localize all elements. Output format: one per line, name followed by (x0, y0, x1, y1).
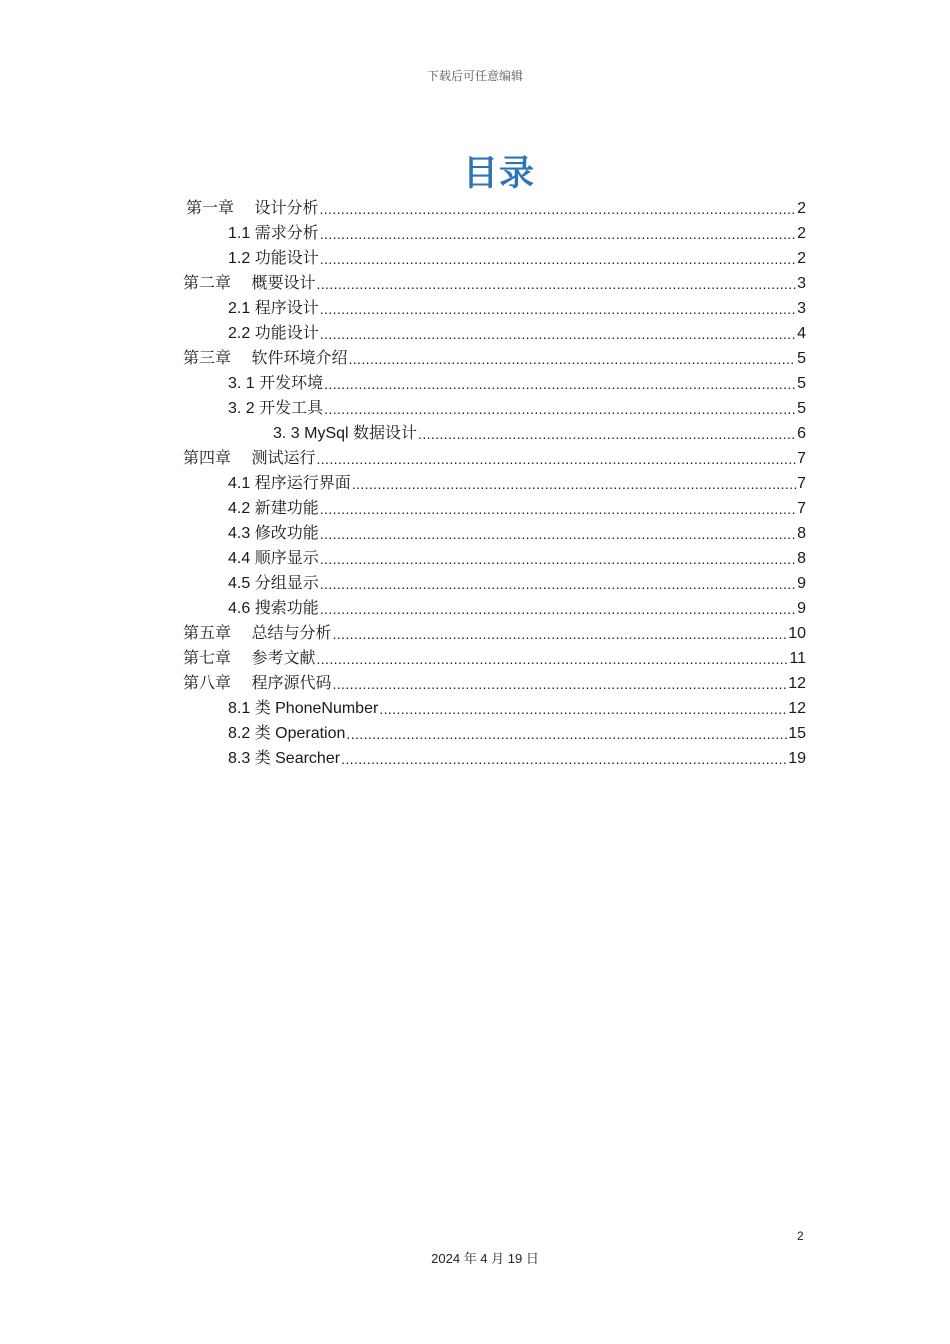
toc-entry[interactable] (183, 348, 806, 370)
toc-entry[interactable] (183, 273, 806, 295)
toc-leader (320, 323, 796, 345)
toc-entry[interactable] (183, 623, 806, 645)
toc-entry-page: 11 (789, 650, 806, 667)
toc-leader (320, 598, 796, 620)
toc-entry[interactable] (228, 498, 806, 520)
toc-entry-page: 3 (797, 275, 806, 292)
toc-entry-label: 第五章 总结与分析 (183, 625, 332, 642)
toc-entry-page: 9 (797, 600, 806, 617)
toc-leader (348, 348, 796, 370)
toc-entry[interactable] (228, 298, 806, 320)
toc-entry-label: 4.1 程序运行界面 (228, 475, 351, 492)
toc-entry-page: 12 (788, 700, 806, 717)
toc-entry-label: 4.6 搜索功能 (228, 600, 319, 617)
toc-leader (316, 273, 796, 295)
toc-entry[interactable] (228, 598, 806, 620)
toc-entry-label: 1.2 功能设计 (228, 250, 319, 267)
toc-leader (379, 698, 787, 720)
toc-entry[interactable] (228, 323, 806, 345)
toc-entry-page: 7 (797, 500, 806, 517)
toc-entry-page: 12 (788, 675, 806, 692)
toc-entry-label: 1.1 需求分析 (228, 225, 319, 242)
toc-entry-label: 第一章 设计分析 (186, 200, 319, 217)
toc-entry[interactable] (228, 523, 806, 545)
toc-leader (332, 623, 787, 645)
toc-entry[interactable] (228, 548, 806, 570)
toc-entry[interactable] (228, 723, 806, 745)
toc-leader (320, 573, 796, 595)
toc-entry[interactable] (228, 573, 806, 595)
toc-entry-label: 4.3 修改功能 (228, 525, 319, 542)
toc-entry-page: 5 (797, 375, 806, 392)
toc-entry-page: 7 (797, 475, 806, 492)
toc-entry[interactable] (228, 223, 806, 245)
toc-leader (316, 648, 788, 670)
toc-leader (418, 423, 796, 445)
header-note: 下载后可任意编辑 (426, 69, 523, 83)
toc-entry-label: 8.3 类 Searcher (228, 750, 341, 767)
toc-entry-page: 6 (797, 425, 806, 442)
toc-entry-label: 8.2 类 Operation (228, 725, 346, 742)
toc-leader (320, 523, 796, 545)
toc-entry[interactable] (183, 648, 806, 670)
toc-entry-label: 4.2 新建功能 (228, 500, 319, 517)
toc-entry-label: 2.1 程序设计 (228, 300, 319, 317)
toc-entry-page: 2 (797, 250, 806, 267)
toc-entry[interactable] (183, 448, 806, 470)
toc-entry-page: 15 (788, 725, 806, 742)
toc-entry-label: 第三章 软件环境介绍 (183, 350, 348, 367)
toc-entry-page: 2 (797, 225, 806, 242)
toc-leader (320, 298, 796, 320)
toc-leader (320, 223, 796, 245)
toc-entry[interactable] (228, 698, 806, 720)
toc-entry-label: 第四章 测试运行 (183, 450, 316, 467)
toc-entry-label: 3. 3 MySql 数据设计 (273, 425, 418, 442)
toc-entry-label: 8.1 类 PhoneNumber (228, 700, 379, 717)
toc-leader (319, 198, 796, 220)
toc-entry[interactable] (186, 198, 806, 220)
toc-leader (352, 473, 796, 495)
toc-entry-label: 4.4 顺序显示 (228, 550, 319, 567)
toc-leader (316, 448, 796, 470)
toc-entry-page: 10 (788, 625, 806, 642)
page-number: 2 (797, 1229, 804, 1243)
toc-entry-page: 5 (797, 350, 806, 367)
toc-leader (320, 248, 796, 270)
footer-date: 2024 年 4 月 19 日 (431, 1251, 539, 1266)
toc-entry-label: 3. 2 开发工具 (228, 400, 324, 417)
toc-leader (320, 548, 796, 570)
toc-entry-page: 8 (797, 550, 806, 567)
toc-leader (324, 398, 796, 420)
toc-entry-page: 9 (797, 575, 806, 592)
toc-entry-label: 第七章 参考文献 (183, 650, 316, 667)
toc-entry-label: 第二章 概要设计 (183, 275, 316, 292)
toc-entry-label: 第八章 程序源代码 (183, 675, 332, 692)
toc-entry[interactable] (228, 373, 806, 395)
toc-entry[interactable] (228, 398, 806, 420)
toc-title: 目录 (462, 154, 535, 194)
toc-leader (320, 498, 796, 520)
toc-leader (341, 748, 787, 770)
toc-entry-page: 8 (797, 525, 806, 542)
toc-entry-label: 2.2 功能设计 (228, 325, 319, 342)
toc-entry-label: 4.5 分组显示 (228, 575, 319, 592)
toc-entry[interactable] (228, 248, 806, 270)
toc-entry[interactable] (228, 473, 806, 495)
toc-entry-page: 5 (797, 400, 806, 417)
toc-entry-page: 3 (797, 300, 806, 317)
toc-entry-label: 3. 1 开发环境 (228, 375, 324, 392)
toc-entry-page: 7 (797, 450, 806, 467)
toc-leader (324, 373, 796, 395)
toc-entry-page: 4 (797, 325, 806, 342)
toc-entry-page: 2 (797, 200, 806, 217)
toc-leader (346, 723, 787, 745)
toc-entry[interactable] (273, 423, 806, 445)
toc-entry[interactable] (228, 748, 806, 770)
toc-leader (332, 673, 787, 695)
toc-entry-page: 19 (788, 750, 806, 767)
toc-entry[interactable] (183, 673, 806, 695)
